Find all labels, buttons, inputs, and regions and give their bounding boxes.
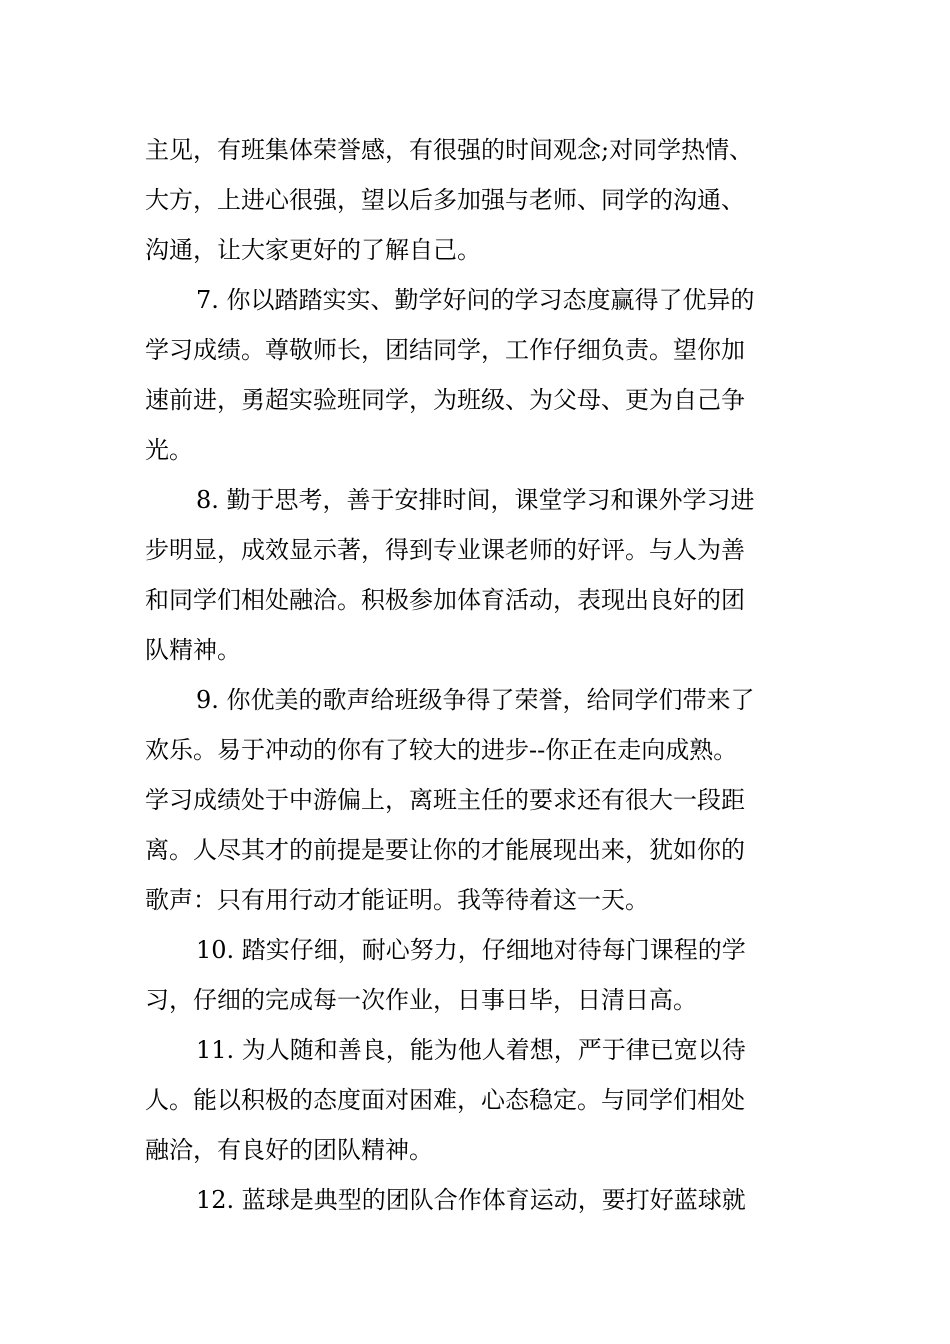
line-text: 光。 xyxy=(145,436,193,464)
text-line xyxy=(0,874,950,926)
line-text: 队精神。 xyxy=(145,636,241,664)
text-line xyxy=(0,724,950,776)
line-text: 融洽，有良好的团队精神。 xyxy=(145,1136,433,1164)
text-line xyxy=(0,374,950,426)
line-text: 8. 勤于思考，善于安排时间，课堂学习和课外学习进 xyxy=(196,486,755,514)
text-line xyxy=(0,1174,950,1226)
line-text: 欢乐。易于冲动的你有了较大的进步--你正在走向成熟。 xyxy=(145,736,738,764)
line-text: 10. 踏实仔细，耐心努力，仔细地对待每门课程的学 xyxy=(196,936,746,964)
text-line xyxy=(0,324,950,376)
text-line xyxy=(0,674,950,726)
line-text: 学习成绩。尊敬师长，团结同学，工作仔细负责。望你加 xyxy=(145,336,745,364)
line-text: 12. 蓝球是典型的团队合作体育运动，要打好蓝球就 xyxy=(196,1186,746,1214)
text-line xyxy=(0,974,950,1026)
line-text: 和同学们相处融洽。积极参加体育活动，表现出良好的团 xyxy=(145,586,745,614)
line-text: 沟通，让大家更好的了解自己。 xyxy=(145,236,481,264)
line-text: 习，仔细的完成每一次作业，日事日毕，日清日高。 xyxy=(145,986,697,1014)
text-line xyxy=(0,524,950,576)
text-line xyxy=(0,1074,950,1126)
text-line xyxy=(0,774,950,826)
text-line xyxy=(0,1024,950,1076)
text-line xyxy=(0,274,950,326)
line-text: 学习成绩处于中游偏上，离班主任的要求还有很大一段距 xyxy=(145,786,745,814)
line-text: 7. 你以踏踏实实、勤学好问的学习态度赢得了优异的 xyxy=(196,286,755,314)
line-text: 主见，有班集体荣誉感，有很强的时间观念;对同学热情、 xyxy=(145,136,754,164)
line-text: 11. 为人随和善良，能为他人着想，严于律已宽以待 xyxy=(196,1036,746,1064)
line-text: 步明显，成效显示著，得到专业课老师的好评。与人为善 xyxy=(145,536,745,564)
text-line xyxy=(0,424,950,476)
text-line xyxy=(0,1124,950,1176)
line-text: 9. 你优美的歌声给班级争得了荣誉，给同学们带来了 xyxy=(196,686,755,714)
text-line xyxy=(0,124,950,176)
text-line xyxy=(0,174,950,226)
text-line xyxy=(0,824,950,876)
line-text: 离。人尽其才的前提是要让你的才能展现出来，犹如你的 xyxy=(145,836,745,864)
text-line xyxy=(0,224,950,276)
line-text: 速前进，勇超实验班同学，为班级、为父母、更为自己争 xyxy=(145,386,745,414)
text-line xyxy=(0,624,950,676)
text-line xyxy=(0,474,950,526)
line-text: 大方，上进心很强，望以后多加强与老师、同学的沟通、 xyxy=(145,186,745,214)
text-line xyxy=(0,574,950,626)
line-text: 歌声：只有用行动才能证明。我等待着这一天。 xyxy=(145,886,649,914)
line-text: 人。能以积极的态度面对困难，心态稳定。与同学们相处 xyxy=(145,1086,745,1114)
text-line xyxy=(0,924,950,976)
